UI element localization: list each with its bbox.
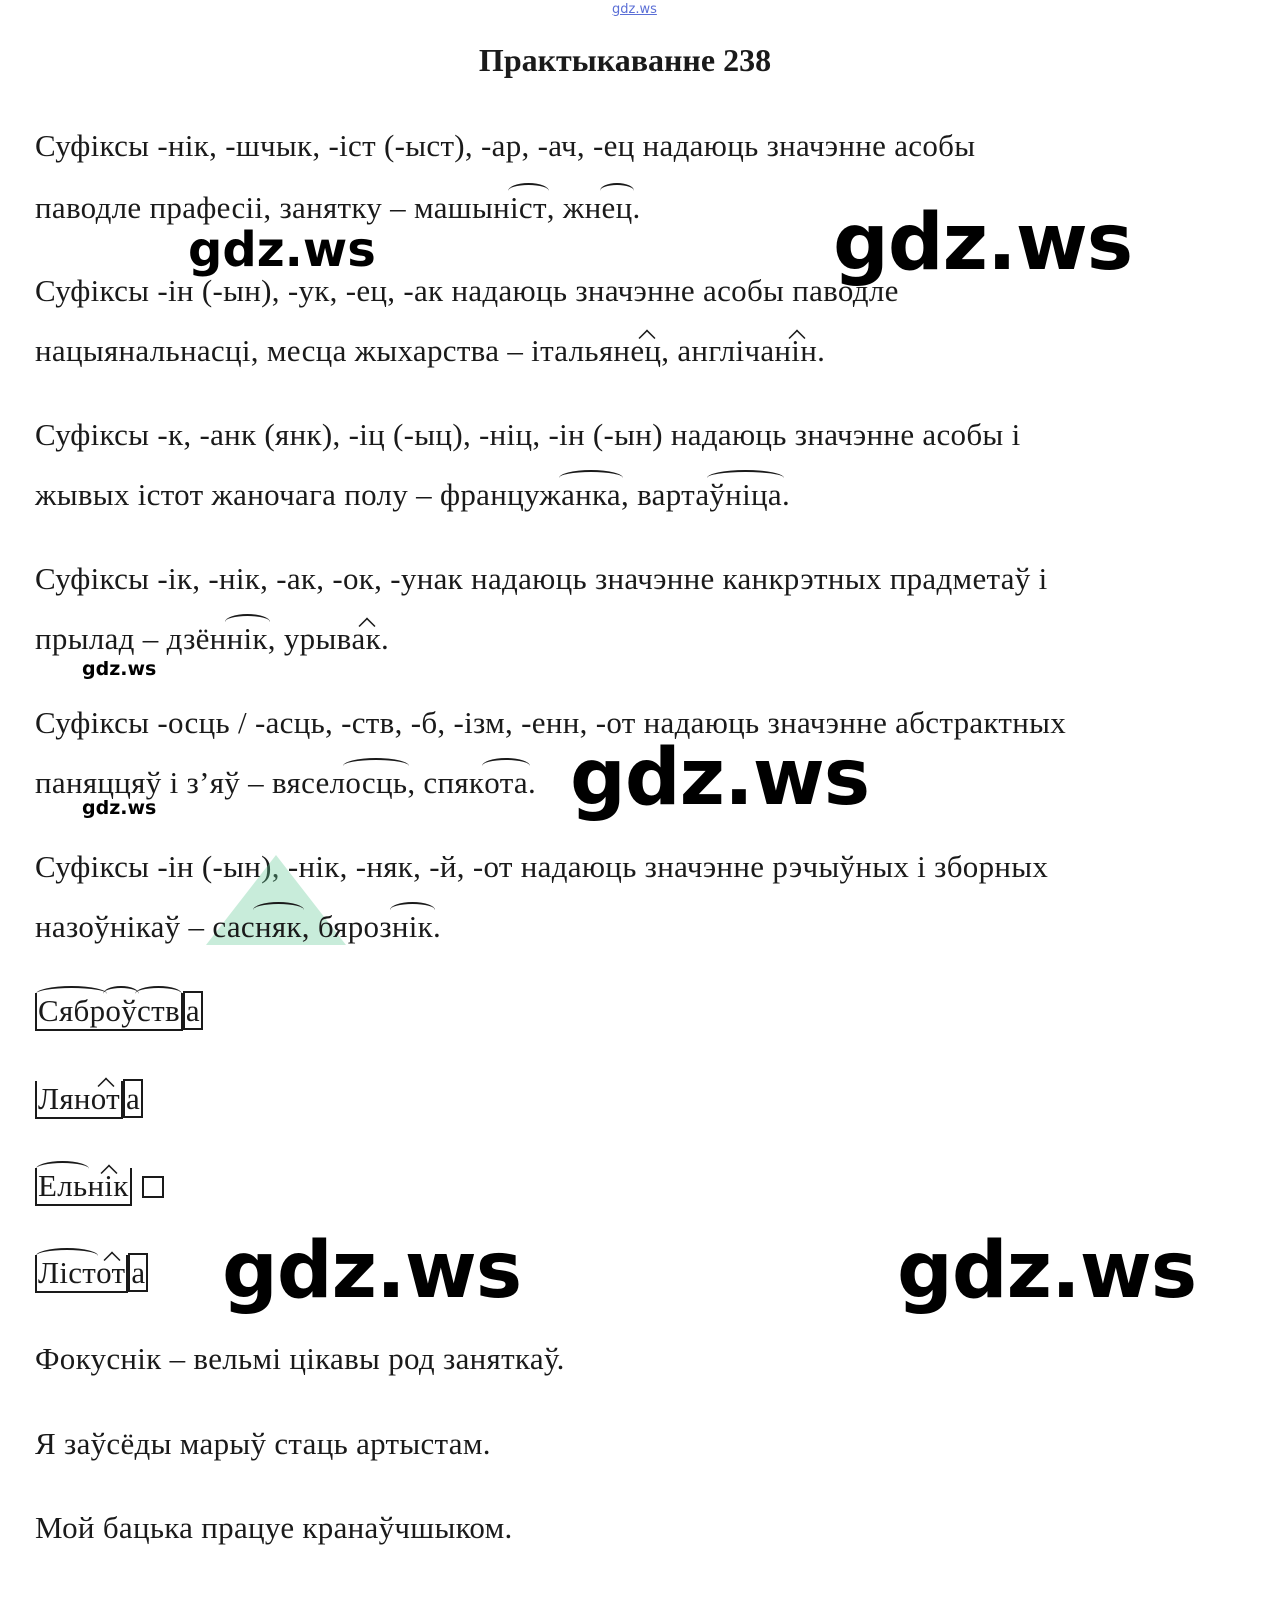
rule-1-intro: паводле прафесіі, занятку – [35, 190, 415, 225]
word-root: Сябр [38, 993, 106, 1028]
rule-2-line-2: нацыянальнасці, месца жыхарства – італьянец, англічанін. [35, 333, 826, 368]
example-suffix: ак [351, 621, 381, 656]
rule-2-line-1: Суфіксы -ін (-ын), -ук, -ец, -ак надаюць значэнне асобы паводле [35, 273, 899, 308]
parsed-word-1 [35, 993, 203, 1029]
word-root-marked [35, 993, 183, 1031]
watermark: gdz.ws [833, 198, 1133, 288]
example-stem: італьян [531, 333, 631, 368]
example-suffix: нік [226, 621, 268, 656]
example-suffix: анка [561, 477, 621, 512]
rule-4-line-1: Суфіксы -ік, -нік, -ак, -ок, -унак надаюць значэнне канкрэтных прадметаў і [35, 561, 1048, 596]
example-suffix: іст [509, 190, 547, 225]
parsed-word-2 [35, 1081, 143, 1117]
word-root-marked [35, 1168, 132, 1206]
watermark: gdz.ws [82, 658, 157, 680]
rule-3-line-2: жывых істот жаночага полу – францужанка, вартаўніца. [35, 477, 790, 512]
example-stem: англіча [677, 333, 775, 368]
word-suffix: ств [137, 993, 180, 1028]
word-root: Лян [38, 1081, 91, 1116]
example-suffix: ўніца [709, 477, 782, 512]
watermark: gdz.ws [222, 1226, 522, 1316]
period: . [781, 477, 790, 512]
sentence-2: Я заўсёды марыў стаць артыстам. [35, 1426, 491, 1461]
rule-1-line-1: Суфіксы -нік, -шчык, -іст (-ыст), -ар, -ач, -ец надаюць значэнне асобы [35, 128, 976, 163]
period: . [817, 333, 826, 368]
example-suffix: няк [254, 909, 302, 944]
word-suffix: от [90, 1081, 121, 1116]
parsed-word-3 [35, 1168, 164, 1204]
rule-5-intro: паняццяў і з’яў – [35, 765, 272, 800]
example-stem: жн [562, 190, 602, 225]
rule-6-line-1: Суфіксы -ін (-ын), -нік, -няк, -й, -от надаюць значэнне рэчыўных і зборных [35, 849, 1049, 884]
parsed-word-4 [35, 1255, 148, 1291]
word-suffix: нік [87, 1168, 129, 1203]
rule-4-line-2: прылад – дзённік, урывак. [35, 621, 390, 656]
word-root: Ліст [38, 1255, 97, 1290]
example-stem: бяроз [317, 909, 392, 944]
example-suffix: ец [630, 333, 662, 368]
word-root-marked [35, 1255, 128, 1293]
example-stem: француж [439, 477, 562, 512]
example-stem: спяк [423, 765, 485, 800]
page-title: Практыкаванне 238 [478, 42, 772, 78]
watermark: gdz.ws [82, 797, 157, 819]
example-suffix: нік [391, 909, 434, 944]
period: . [527, 765, 537, 800]
period: . [433, 909, 442, 944]
rule-5-line-1: Суфіксы -осць / -асць, -ств, -б, -ізм, -енн, -от надаюць значэнне абстрактных [35, 705, 1067, 740]
word-root: Ель [38, 1168, 88, 1203]
example-stem: машын [414, 190, 510, 225]
example-stem: сас [212, 909, 255, 944]
word-suffix: от [96, 1255, 126, 1290]
example-stem: варта [637, 477, 710, 512]
word-root-marked [35, 1081, 123, 1119]
rule-4-intro: прылад – [35, 621, 167, 656]
rule-6-intro: назоўнікаў – [35, 909, 213, 944]
word-ending: а [128, 1253, 148, 1292]
example-suffix: нін [774, 333, 818, 368]
zero-ending-box [142, 1176, 164, 1198]
rule-6-line-2: назоўнікаў – сасняк, бярознік. [35, 909, 442, 944]
watermark: gdz.ws [570, 733, 870, 823]
example-stem: дзён [166, 621, 227, 656]
rule-5-line-2: паняццяў і з’яў – вяселосць, спякота. [35, 765, 537, 800]
rule-3-intro: жывых істот жаночага полу – [35, 477, 440, 512]
example-suffix: осць [345, 765, 408, 800]
watermark: gdz.ws [188, 222, 376, 278]
word-ending: а [123, 1079, 143, 1118]
rule-1-line-2: паводле прафесіі, занятку – машыніст, жнец. [35, 190, 641, 225]
example-stem: вясел [271, 765, 346, 800]
word-ending: а [183, 991, 203, 1030]
example-stem: урыв [283, 621, 352, 656]
rule-2-intro: нацыянальнасці, месца жыхарства – [35, 333, 532, 368]
example-suffix: ота [484, 765, 528, 800]
rule-3-line-1: Суфіксы -к, -анк (янк), -іц (-ыц), -ніц, -ін (-ын) надаюць значэнне асобы і [35, 417, 1021, 452]
example-suffix: ец [601, 190, 633, 225]
top-site-link[interactable]: gdz.ws [612, 2, 657, 17]
sentence-3: Мой бацька працуе кранаўчшыком. [35, 1510, 513, 1545]
watermark: gdz.ws [897, 1226, 1197, 1316]
period: . [380, 621, 390, 656]
word-suffix: оў [105, 993, 138, 1028]
period: . [632, 190, 641, 225]
sentence-1: Фокуснік – вельмі цікавы род заняткаў. [35, 1341, 565, 1376]
